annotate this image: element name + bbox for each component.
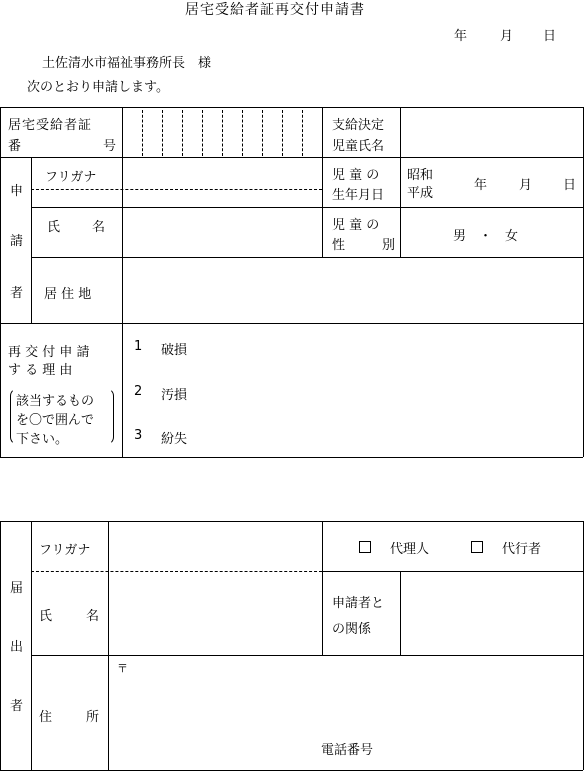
child-dob-label-1: 児 童 の — [332, 168, 380, 183]
document-title: 居宅受給者証再交付申請書 — [185, 2, 365, 18]
date-month-label: 月 — [500, 29, 514, 44]
addressee: 土佐清水市福祉事務所長 様 — [42, 56, 212, 71]
reason-3-number: 3 — [134, 428, 143, 443]
child-sex-label-2a: 性 — [332, 238, 346, 253]
child-dob-label-2: 生年月日 — [332, 188, 385, 203]
applicant-furigana-label: フリガナ — [45, 170, 97, 185]
reason-note-1: 該当するもの — [16, 394, 95, 409]
proxy-checkbox[interactable] — [471, 541, 483, 553]
relation-label-1: 申請者と — [332, 596, 385, 611]
applicant-char-2: 請 — [10, 234, 24, 249]
applicant-name-label-a: 氏 — [47, 220, 61, 235]
notifier-furigana-label: フリガナ — [39, 543, 91, 558]
relation-label-2: の関係 — [332, 622, 372, 637]
child-name-label-2: 児童氏名 — [332, 139, 385, 154]
era-heisei[interactable]: 平成 — [407, 186, 434, 201]
reason-2-number: 2 — [134, 384, 143, 399]
notifier-name-label-a: 氏 — [39, 609, 53, 624]
reason-2-soiled[interactable]: 汚損 — [161, 388, 188, 403]
child-name-label-1: 支給決定 — [332, 118, 385, 133]
agent-checkbox[interactable] — [359, 541, 371, 553]
cert-number-label-ban: 番 — [8, 139, 22, 154]
notifier-name-field[interactable] — [109, 573, 321, 654]
relation-field[interactable] — [401, 572, 582, 654]
applicant-address-field[interactable] — [123, 258, 582, 322]
date-day-label: 日 — [543, 29, 557, 44]
applicant-char-1: 申 — [10, 184, 24, 199]
postal-mark: 〒 — [117, 662, 128, 675]
dob-year-label: 年 — [474, 178, 488, 193]
child-sex-label-1: 児 童 の — [332, 218, 380, 233]
proxy-label: 代行者 — [502, 542, 542, 557]
reason-3-lost[interactable]: 紛失 — [161, 432, 188, 447]
date-year-label: 年 — [454, 29, 468, 44]
applicant-address-label: 居 住 地 — [44, 287, 92, 302]
child-sex-label-2b: 別 — [382, 238, 396, 253]
reason-label-1: 再 交 付 申 請 — [8, 345, 90, 360]
notifier-char-3: 者 — [10, 699, 24, 714]
notifier-name-label-b: 名 — [86, 609, 100, 624]
applicant-furigana-field[interactable] — [123, 158, 321, 188]
notifier-address-label-b: 所 — [86, 710, 100, 725]
reason-1-damage[interactable]: 破損 — [161, 343, 188, 358]
intro-text: 次のとおり申請します。 — [27, 80, 169, 95]
notifier-furigana-field[interactable] — [109, 522, 321, 570]
applicant-name-field[interactable] — [123, 190, 321, 256]
cert-number-label-go: 号 — [103, 139, 117, 154]
notifier-char-2: 出 — [10, 640, 24, 655]
reason-1-number: 1 — [134, 339, 143, 354]
sex-options[interactable]: 男 ・ 女 — [453, 229, 519, 244]
cert-number-field[interactable] — [123, 108, 321, 156]
reason-note-3: 下さい。 — [16, 432, 69, 447]
notifier-char-1: 届 — [10, 581, 24, 596]
reason-note-2: を〇で囲んで — [16, 413, 95, 428]
dob-month-label: 月 — [519, 178, 533, 193]
reason-label-2: す る 理 由 — [8, 363, 73, 378]
agent-label: 代理人 — [390, 542, 430, 557]
child-name-field[interactable] — [401, 108, 582, 156]
phone-field[interactable] — [385, 735, 580, 761]
dob-day-label: 日 — [563, 178, 577, 193]
cert-number-label: 居宅受給者証 — [8, 118, 93, 133]
notifier-address-label-a: 住 — [39, 710, 53, 725]
phone-label: 電話番号 — [321, 743, 374, 758]
era-showa[interactable]: 昭和 — [407, 168, 434, 183]
applicant-name-label-b: 名 — [92, 220, 106, 235]
notifier-address-field[interactable] — [130, 657, 582, 727]
applicant-char-3: 者 — [10, 286, 24, 301]
